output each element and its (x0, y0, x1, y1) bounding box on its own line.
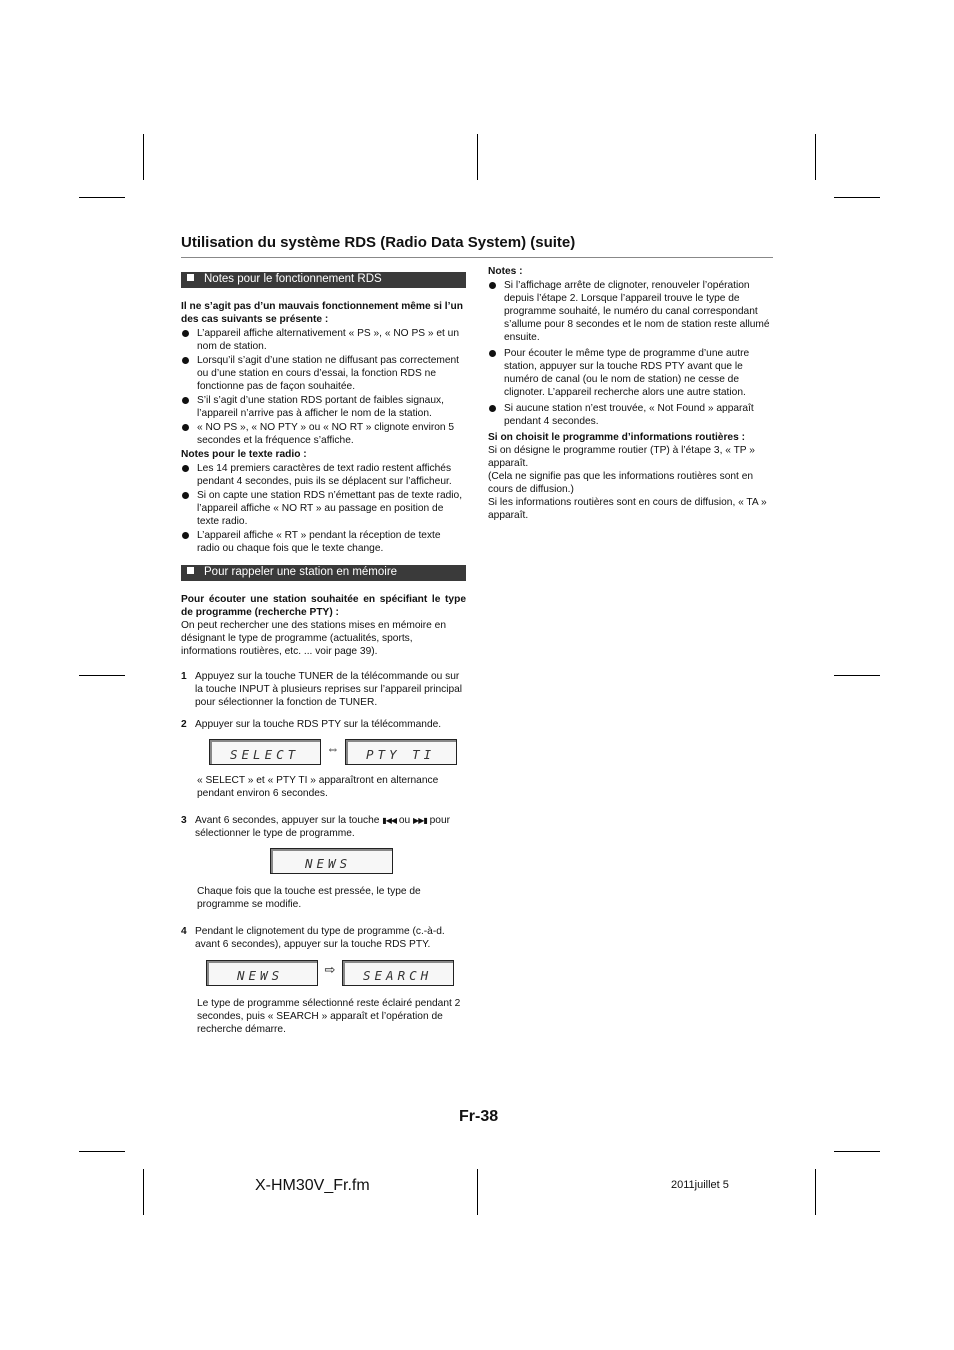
crop-mark (815, 1169, 816, 1215)
step-3-note: Chaque fois que la touche est pressée, le type de programme se modifie. (197, 886, 421, 910)
section-heading-memory: Pour rappeler une station en mémoire (181, 565, 466, 581)
step-3: 3 Avant 6 secondes, appuyer sur la touche ▮◀◀ ou ▶▶▮ pour sélectionner le type de programme. (181, 815, 450, 839)
crop-mark (477, 134, 478, 180)
step-1: 1 Appuyez sur la touche TUNER de la télécommande ou sur la touche INPUT à plusieurs reprises sur l’appareil principal pour sélectionner la fonction de TUNER. (181, 671, 463, 708)
right-column (488, 265, 771, 522)
crop-mark (79, 675, 125, 676)
display-news-blinking (181, 848, 466, 876)
rds-notes-intro: Il ne s’agit pas d’un mauvais fonctionnement même si l’un des cas suivants se présente : (181, 301, 463, 325)
footer-date: 2011juillet 5 (671, 1179, 729, 1191)
lcd-display: PTY TI (345, 739, 457, 765)
footer-filename: X-HM30V_Fr.fm (255, 1177, 370, 1194)
section-heading-rds-notes: Notes pour le fonctionnement RDS (181, 272, 466, 288)
left-column (181, 272, 466, 1036)
crop-mark (79, 197, 125, 198)
list-item: Si on capte une station RDS n’émettant pas de texte radio, l’appareil affiche « NO RT » au passage en position de texte radio. (181, 489, 466, 528)
pty-search-heading: Pour écouter une station souhaitée en spécifiant le type de programme (recherche PTY) : (181, 594, 466, 618)
list-item: Les 14 premiers caractères de text radio restent affichés pendant 4 secondes, puis ils se déplacent sur l’afficheur. (181, 462, 466, 488)
step-2-note: « SELECT » et « PTY TI » apparaîtront en alternance pendant environ 6 secondes. (197, 775, 439, 799)
traffic-heading: Si on choisit le programme d’informations routières : (488, 432, 745, 443)
step-4-note: Le type de programme sélectionné reste éclairé pendant 2 secondes, puis « SEARCH » apparaît et l’opération de recherche démarre. (197, 998, 461, 1035)
list-item: S’il s’agit d’une station RDS portant de faibles signaux, l’appareil n’arrive pas à afficher le nom de la station. (181, 394, 466, 420)
skip-previous-icon: ▮◀◀ (382, 816, 397, 825)
pty-search-intro: On peut rechercher une des stations mises en mémoire en désignant le type de programme (actualités, sports, informations routières, etc. ... voir page 39). (181, 620, 447, 657)
crop-mark (79, 1151, 125, 1152)
square-icon (187, 567, 194, 574)
display-select-pty (181, 739, 466, 767)
crop-mark (815, 134, 816, 180)
traffic-line: Si les informations routières sont en cours de diffusion, « TA » apparaît. (488, 497, 767, 521)
list-item: Si aucune station n’est trouvée, « Not Found » apparaît pendant 4 secondes. (488, 402, 771, 428)
radiotext-heading: Notes pour le texte radio : (181, 449, 307, 460)
crop-mark (834, 675, 880, 676)
list-item: Lorsqu’il s’agit d’une station ne diffusant pas correctement ou d’une station en cours d’essai, la fonction RDS ne fonctionne pas de façon souhaitée. (181, 354, 466, 393)
list-item: L’appareil affiche « RT » pendant la réception de texte radio ou chaque fois que le texte change. (181, 529, 466, 555)
notes-heading: Notes : (488, 266, 523, 277)
crop-mark (143, 134, 144, 180)
skip-next-icon: ▶▶▮ (413, 816, 427, 825)
list-item: Si l’affichage arrête de clignoter, renouveler l’opération depuis l’étape 2. Lorsque l’appareil trouve le type de programme souhaité, le numéro du canal correspondant s’allume pour 8 secondes et le nom de station reste allumé ensuite. (488, 279, 771, 344)
traffic-line: Si on désigne le programme routier (TP) à l’étape 3, « TP » apparaît. (488, 445, 755, 469)
square-icon (187, 274, 194, 281)
list-item: « NO PS », « NO PTY » ou « NO RT » clignote environ 5 secondes et la fréquence s’affiche. (181, 421, 466, 447)
crop-mark (834, 197, 880, 198)
lcd-display: SELECT (209, 739, 321, 765)
list-item: Pour écouter le même type de programme d’une autre station, appuyer sur la touche RDS PTY avant que le numéro de canal (ou le nom de station) ne cesse de clignoter. L’appareil recherche alors une autre station. (488, 347, 771, 399)
traffic-line: (Cela ne signifie pas que les informations routières sont en cours de diffusion.) (488, 471, 754, 495)
lcd-display: NEWS (270, 848, 393, 874)
double-arrow-icon: ⇔ (326, 741, 340, 756)
step-2: 2 Appuyer sur la touche RDS PTY sur la télécommande. (181, 719, 442, 730)
lcd-display: NEWS (206, 960, 318, 986)
page-title: Utilisation du système RDS (Radio Data System) (suite) (181, 234, 773, 258)
lcd-display: SEARCH (342, 960, 454, 986)
arrow-right-icon: ⇨ (324, 962, 336, 977)
crop-mark (477, 1169, 478, 1215)
crop-mark (143, 1169, 144, 1215)
display-news-search (181, 960, 466, 988)
crop-mark (834, 1151, 880, 1152)
page-number: Fr-38 (459, 1108, 499, 1125)
list-item: L’appareil affiche alternativement « PS », « NO PS » et un nom de station. (181, 327, 466, 353)
step-4: 4 Pendant le clignotement du type de programme (c.-à-d. avant 6 secondes), appuyer sur la touche RDS PTY. (181, 926, 445, 950)
